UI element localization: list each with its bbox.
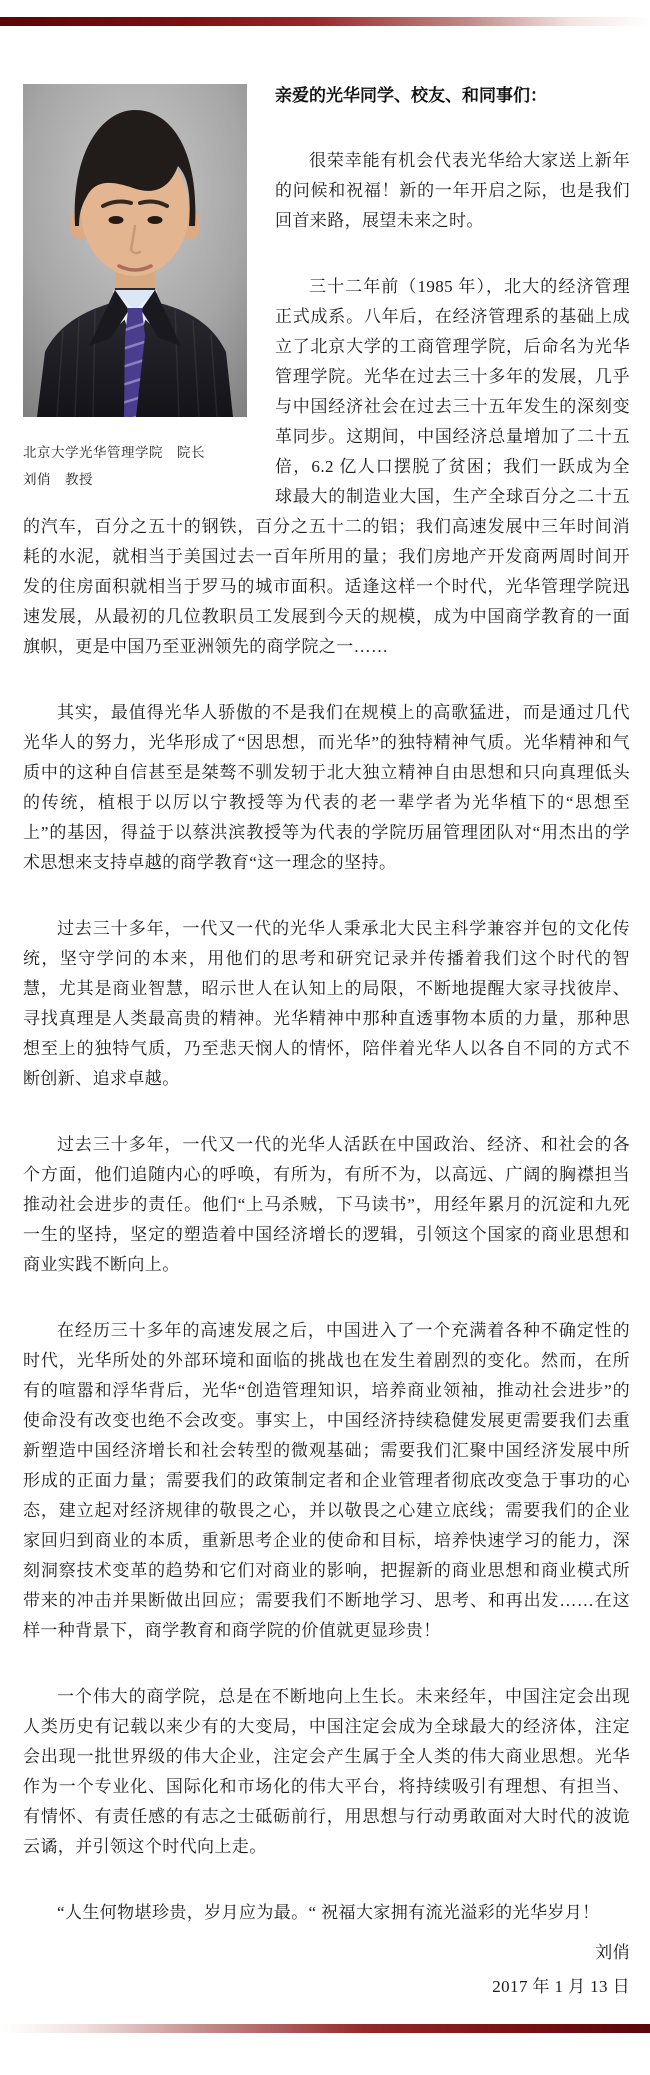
photo-caption — [23, 439, 247, 493]
letter-paragraph-5: 过去三十多年，一代又一代的光华人活跃在中国政治、经济、和社会的各个方面，他们追随内心的呼唤，有所为，有所不为，以高远、广阔的胸襟担当推动社会进步的责任。他们“上马杀贼，下马读书”，用经年累月的沉淀和九死一生的坚持，坚定的塑造着中国经济增长的逻辑，引领这个国家的商业思想和商业实践不断向上。 — [23, 1135, 630, 1274]
bottom-accent-bar — [0, 2024, 650, 2033]
letter-paragraph-1: 很荣幸能有机会代表光华给大家送上新年的问候和祝福！新的一年开启之际，也是我们回首来路，展望未来之时。 — [275, 151, 630, 230]
signature-name: 刘俏 — [595, 1943, 630, 1962]
letter-closing-quote: “人生何物堪珍贵，岁月应为最。“ 祝福大家拥有流光溢彩的光华岁月！ — [57, 1903, 600, 1922]
photo-caption-title: 北京大学光华管理学院 院长 — [23, 445, 205, 460]
signature-block — [23, 1936, 630, 2004]
letter-paragraph-2: 三十二年前（1985 年），北大的经济管理正式成系。八年后，在经济管理系的基础上成立了北京大学的工商管理学院，后命名为光华管理学院。光华在过去三十多年的发展，几乎与中国经济社会在过去三十五年发生的深刻变革同步。这期间，中国经济总量增加了二十五倍，6.2 亿人口摆脱了贫困；我们一跃成为全球最大的制造业大国，生产全球百分之二十五的汽车，百分之五十的钢铁，百分之五十二的铝；我们高速发展中三年时间消耗的水泥，就相当于美国过去一百年所用的量；我们房地产开发商两周时间开发的住房面积就相当于罗马的城市面积。适逢这样一个时代，光华管理学院迅速发展，从最初的几位教职员工发展到今天的规模，成为中国商学教育的一面旗帜，更是中国乃至亚洲领先的商学院之一…… — [23, 277, 630, 656]
photo-caption-name: 刘俏 教授 — [23, 472, 93, 487]
letter-paragraph-3: 其实，最值得光华人骄傲的不是我们在规模上的高歌猛进，而是通过几代光华人的努力，光华形成了“因思想，而光华”的独特精神气质。光华精神和气质中的这种自信甚至是桀骜不驯发轫于北大独立精神自由思想和只向真理低头的传统，植根于以厉以宁教授等为代表的老一辈学者为光华植下的“思想至上”的基因，得益于以蔡洪滨教授等为代表的学院历届管理团队对“用杰出的学术思想来支持卓越的商学教育“这一理念的坚持。 — [23, 703, 630, 872]
letter-paragraph-4: 过去三十多年，一代又一代的光华人秉承北大民主科学兼容并包的文化传统，坚守学问的本来，用他们的思考和研究记录并传播着我们这个时代的智慧，尤其是商业智慧，昭示世人在认知上的局限，不断地提醒大家寻找彼岸、寻找真理是人类最高贵的精神。光华精神中那种直透事物本质的力量，那种思想至上的独特气质，乃至悲天悯人的情怀，陪伴着光华人以各自不同的方式不断创新、追求卓越。 — [23, 919, 630, 1088]
dean-photo-block — [23, 84, 247, 493]
letter-paragraph-6: 在经历三十多年的高速发展之后，中国进入了一个充满着各种不确定性的时代，光华所处的外部环境和面临的挑战也在发生着剧烈的变化。然而，在所有的喧嚣和浮华背后，光华“创造管理知识，培养商业领袖，推动社会进步”的使命没有改变也绝不会改变。事实上，中国经济持续稳健发展更需要我们去重新塑造中国经济增长和社会转型的微观基础；需要我们汇聚中国经济发展中所形成的正面力量；需要我们的政策制定者和企业管理者彻底改变急于事功的心态，建立起对经济规律的敬畏之心，并以敬畏之心建立底线；需要我们的企业家回归到商业的本质，重新思考企业的使命和目标，培养快速学习的能力，深刻洞察技术变革的趋势和它们对商业的影响，把握新的商业思想和商业模式所带来的冲击并果断做出回应；需要我们不断地学习、思考、和再出发……在这样一种背景下，商学教育和商学院的价值就更显珍贵！ — [23, 1321, 630, 1640]
letter-salutation: 亲爱的光华同学、校友、和同事们： — [275, 86, 547, 105]
signature-date: 2017 年 1 月 13 日 — [492, 1977, 630, 1996]
letter-paragraph-7: 一个伟大的商学院，总是在不断地向上生长。未来经年，中国注定会出现人类历史有记载以来少有的大变局，中国注定会成为全球最大的经济体，注定会出现一批世界级的伟大企业，注定会产生属于全人类的伟大商业思想。光华作为一个专业化、国际化和市场化的伟大平台，将持续吸引有理想、有担当、有情怀、有责任感的有志之士砥砺前行，用思想与行动勇敢面对大时代的波诡云谲，并引领这个时代向上走。 — [23, 1687, 630, 1856]
dean-portrait-photo — [23, 84, 247, 417]
